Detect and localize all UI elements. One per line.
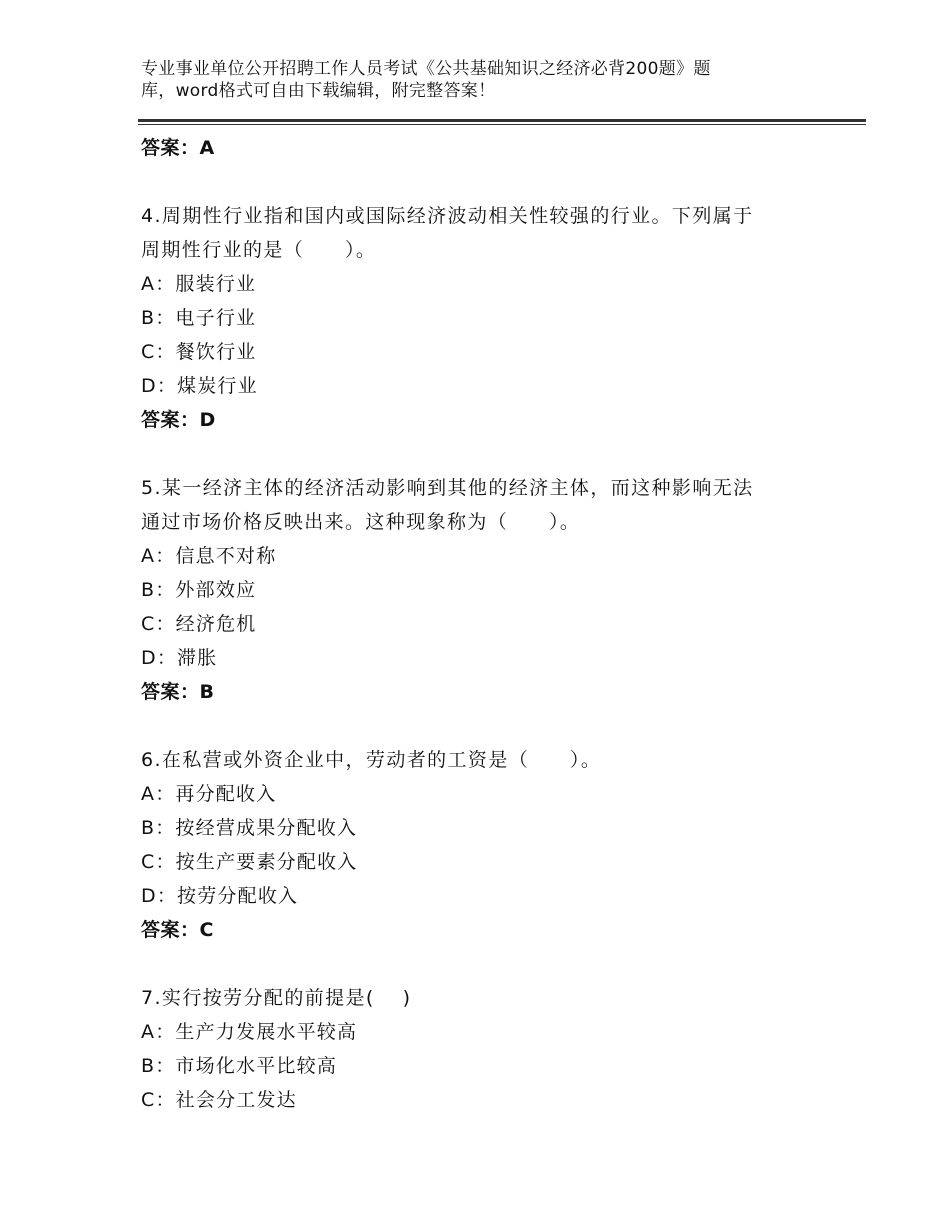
spacer [141,165,841,199]
question-4-option-c: C：餐饮行业 [141,341,257,363]
spacer [141,709,841,743]
header-line-2: 库，word格式可自由下载编辑，附完整答案！ [141,81,496,101]
question-7-stem-line-1: 7.实行按劳分配的前提是( ) [141,987,412,1009]
question-5-option-a: A：信息不对称 [141,545,277,567]
spacer [141,437,841,471]
question-5-stem-line-1: 5.某一经济主体的经济活动影响到其他的经济主体，而这种影响无法 [141,477,754,499]
question-7 [141,981,841,1117]
spacer [141,947,841,981]
question-5-option-c: C：经济危机 [141,613,257,635]
question-6-option-d: D：按劳分配收入 [141,885,299,907]
question-4-stem-line-1: 4.周期性行业指和国内或国际经济波动相关性较强的行业。下列属于 [141,205,754,227]
question-4-option-d: D：煤炭行业 [141,375,258,397]
header-line-1: 专业事业单位公开招聘工作人员考试《公共基础知识之经济必背200题》题 [141,59,711,79]
question-6 [141,743,841,947]
question-4-option-a: A：服装行业 [141,273,257,295]
answer-q3: 答案：A [141,137,215,159]
question-5 [141,471,841,709]
question-6-option-c: C：按生产要素分配收入 [141,851,358,873]
question-5-option-d: D：滞胀 [141,647,218,669]
question-7-option-c: C：社会分工发达 [141,1089,297,1111]
question-4-stem-line-2: 周期性行业的是（ ）。 [141,239,377,261]
header-rule-thick [138,119,866,122]
header-rule-thin [138,124,866,125]
question-7-option-b: B：市场化水平比较高 [141,1055,338,1077]
question-5-option-b: B：外部效应 [141,579,257,601]
question-5-stem-line-2: 通过市场价格反映出来。这种现象称为（ ）。 [141,511,581,533]
answer-q6: 答案：C [141,919,214,941]
answer-q4: 答案：D [141,409,216,431]
question-list [141,131,841,1117]
question-7-option-a: A：生产力发展水平较高 [141,1021,358,1043]
document-header [141,58,781,102]
question-6-stem-line-1: 6.在私营或外资企业中，劳动者的工资是（ ）。 [141,749,602,771]
question-6-option-a: A：再分配收入 [141,783,277,805]
question-4-option-b: B：电子行业 [141,307,257,329]
question-6-option-b: B：按经营成果分配收入 [141,817,358,839]
answer-q5: 答案：B [141,681,215,703]
question-4 [141,199,841,437]
